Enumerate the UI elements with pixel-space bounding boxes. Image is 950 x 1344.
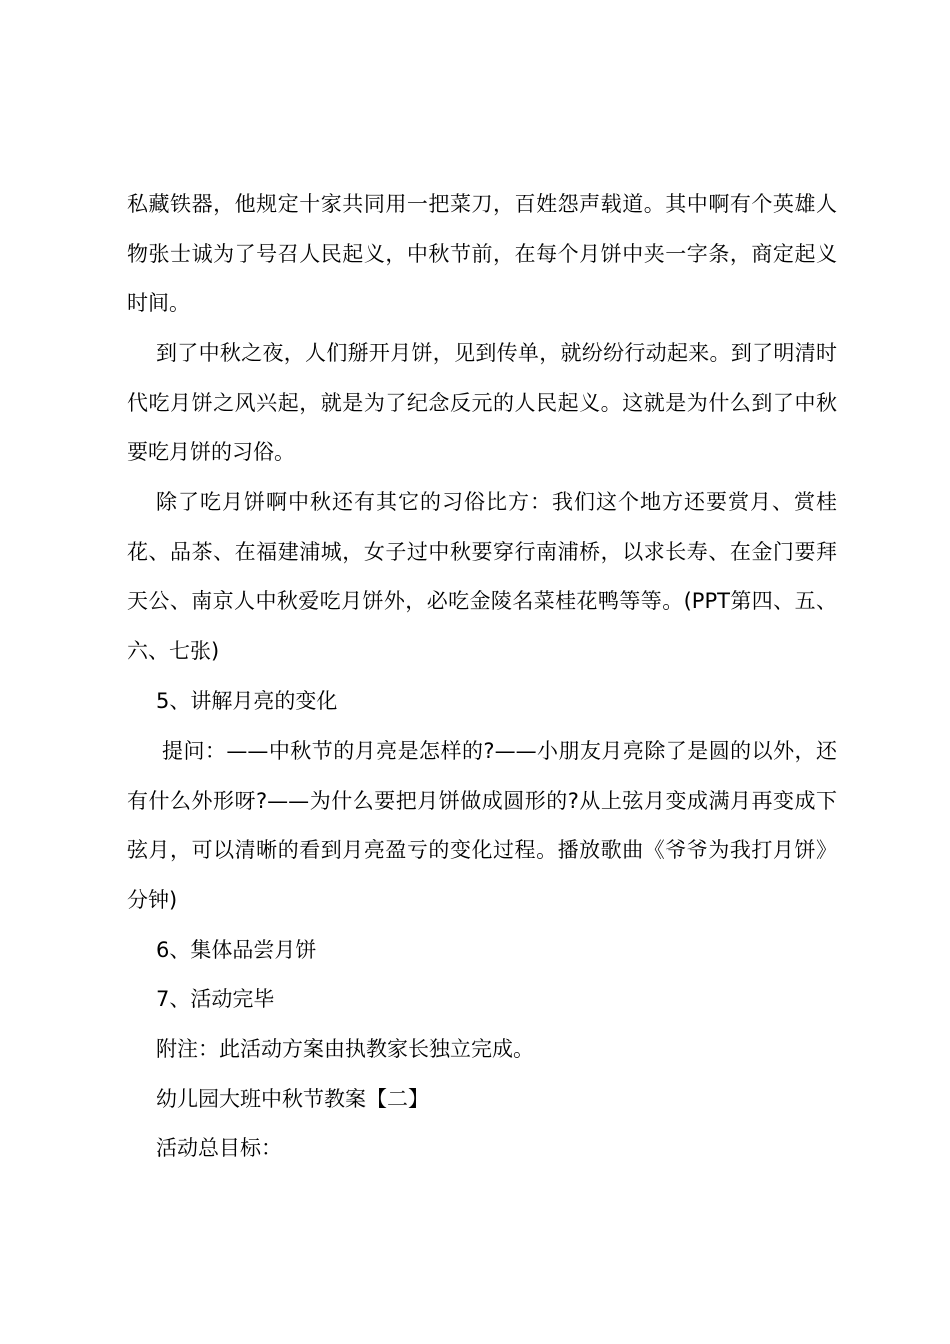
step-7-heading: 7、活动完毕 — [156, 987, 275, 1011]
step-5-heading: 5、讲解月亮的变化 — [156, 689, 338, 713]
step-6-heading: 6、集体品尝月饼 — [156, 938, 317, 962]
paragraph-zhang-shicheng-story: 私藏铁器，他规定十家共同用一把菜刀，百姓怨声载道。其中啊有个英雄人物张士诚为了号召人民起义，中秋节前，在每个月饼中夹一字条，商定起义时间。 — [127, 192, 837, 315]
note-paragraph: 附注：此活动方案由执教家长独立完成。 — [156, 1037, 534, 1061]
overall-goal-heading: 活动总目标： — [156, 1136, 282, 1160]
paragraph-questions: 提问：——中秋节的月亮是怎样的?——小朋友月亮除了是圆的以外，还有什么外形呀?——为什么要把月饼做成圆形的?从上弦月变成满月再变成下弦月，可以清晰的看到月亮盈亏的变化过程。播放歌曲《爷爷为我打月饼》分钟) — [127, 739, 837, 912]
paragraph-other-customs: 除了吃月饼啊中秋还有其它的习俗比方：我们这个地方还要赏月、赏桂花、品茶、在福建浦城，女子过中秋要穿行南浦桥，以求长寿、在金门要拜天公、南京人中秋爱吃月饼外，必吃金陵名菜桂花鸭等等。(PPT第四、五、六、七张) — [127, 490, 837, 663]
paragraph-mid-autumn-night: 到了中秋之夜，人们掰开月饼，见到传单，就纷纷行动起来。到了明清时代吃月饼之风兴起，就是为了纪念反元的人民起义。这就是为什么到了中秋要吃月饼的习俗。 — [127, 341, 837, 464]
lesson-two-title: 幼儿园大班中秋节教案【二】 — [156, 1087, 429, 1111]
